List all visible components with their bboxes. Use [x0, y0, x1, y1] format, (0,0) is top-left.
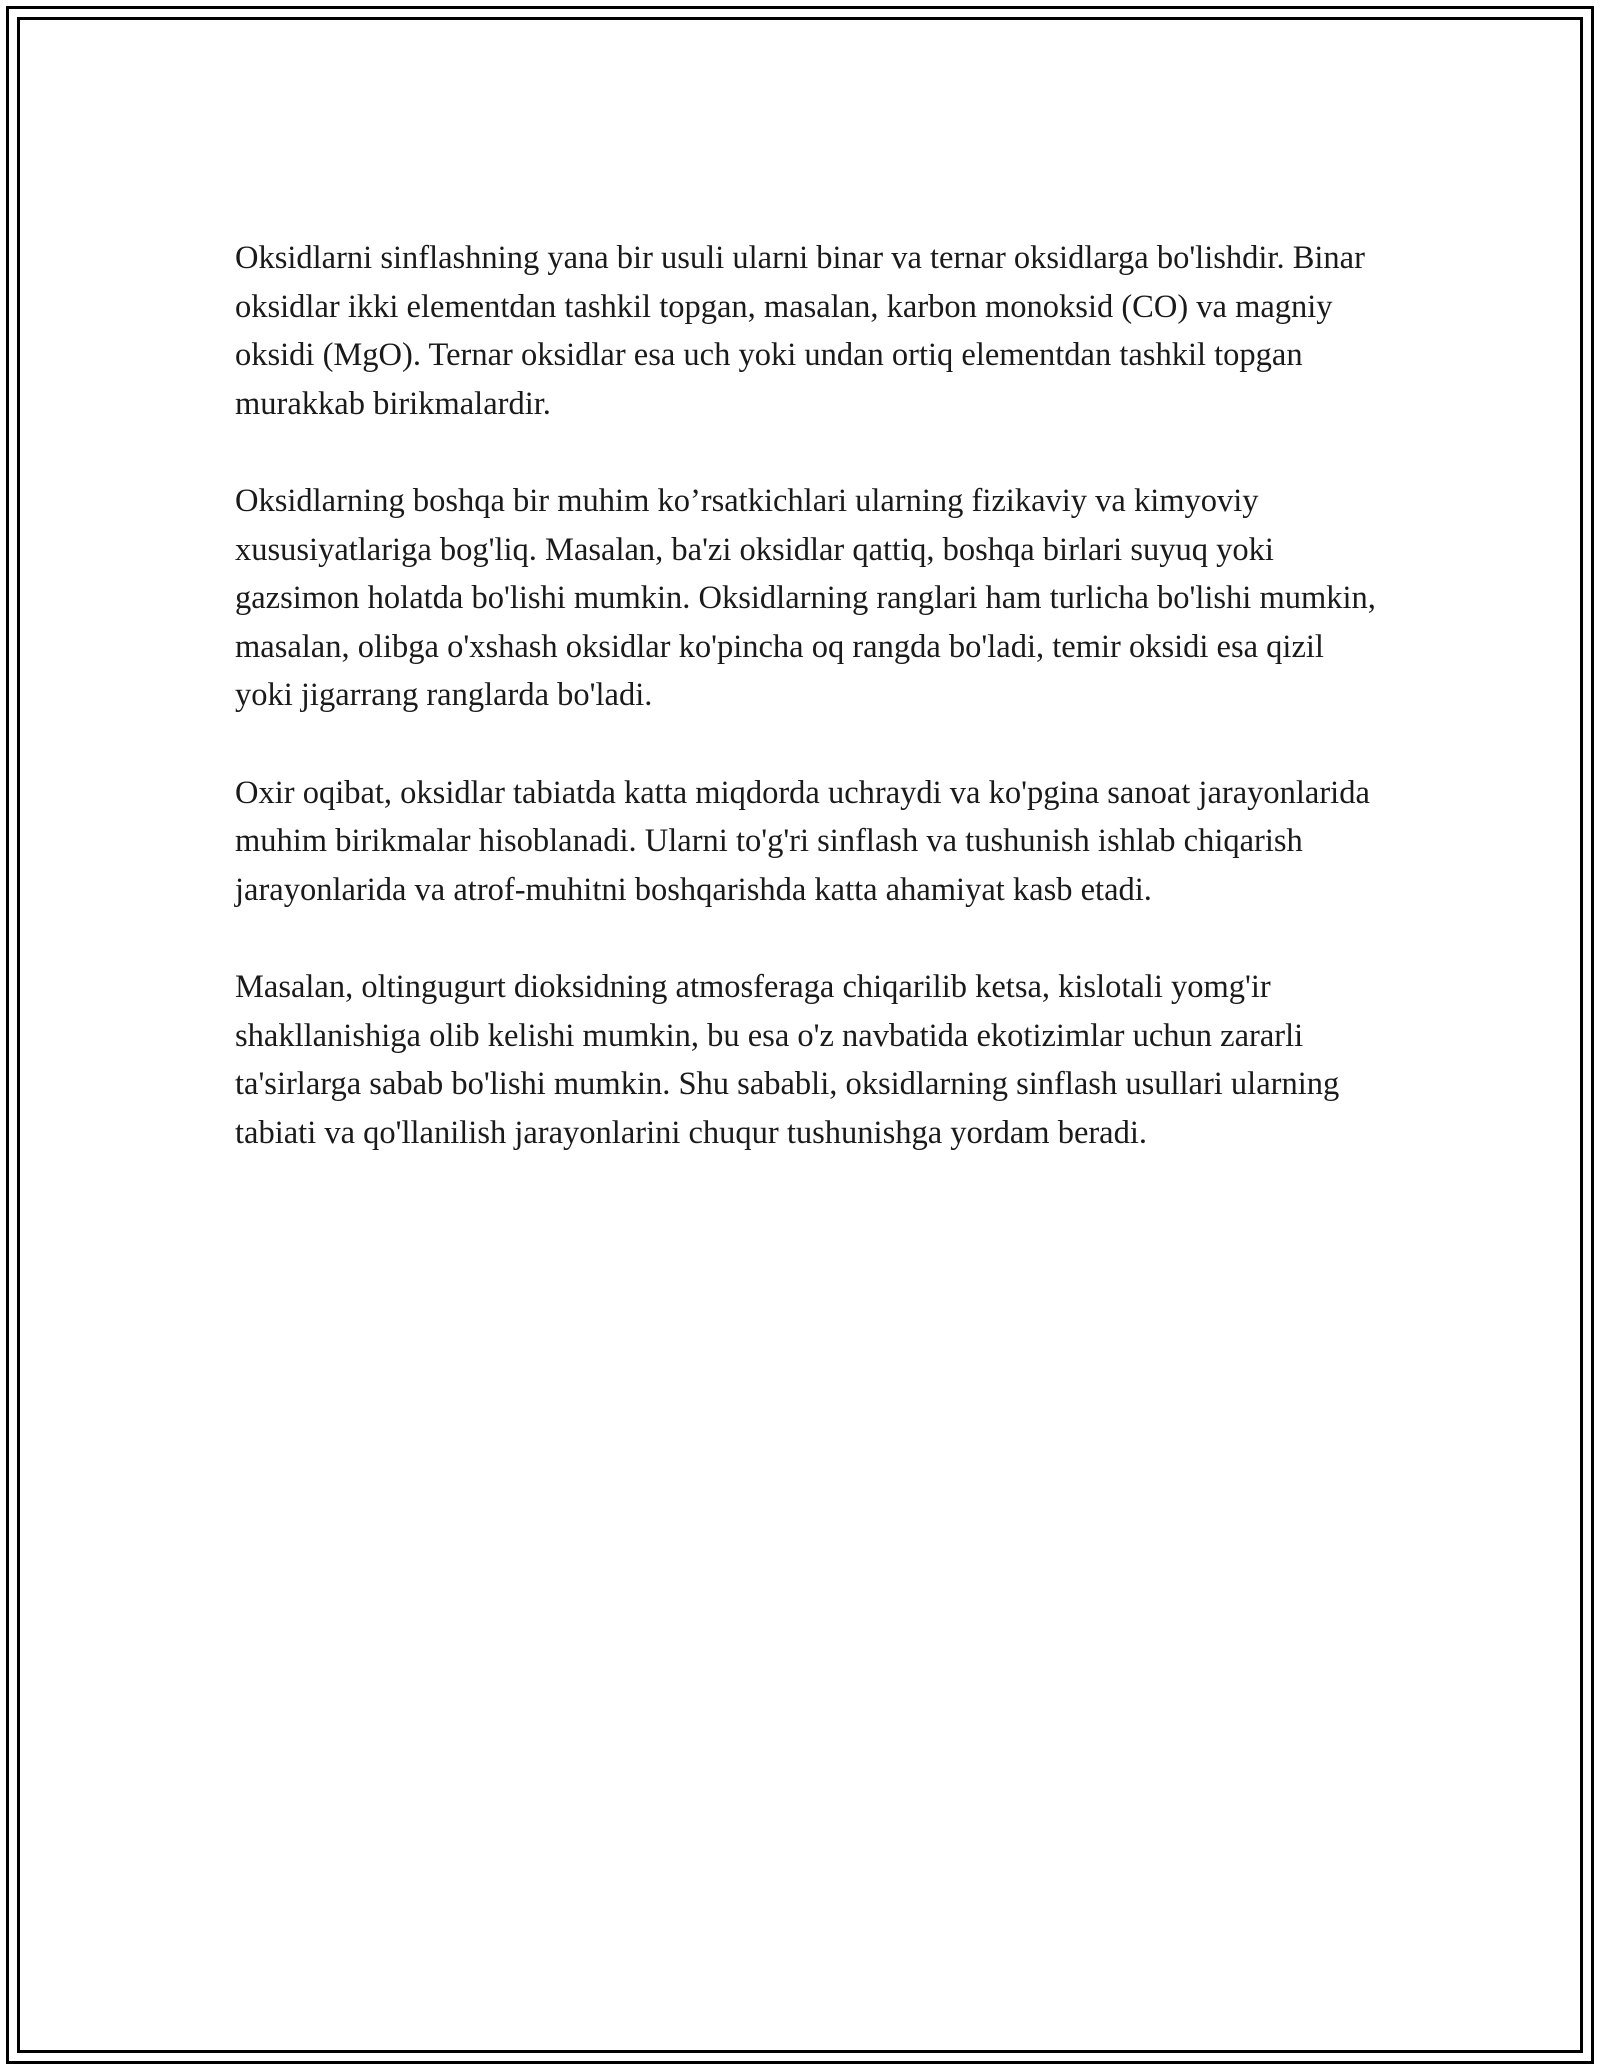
paragraph-sulfur-dioxide-example: Masalan, oltingugurt dioksidning atmosferaga chiqarilib ketsa, kislotali yomg'ir shakllanishiga olib kelishi mumkin, bu esa o'z navbatida ekotizimlar uchun zararli ta'sirlarga sabab bo'lishi mumkin. Shu sababli, oksidlarning sinflash usullari ularning tabiati va qo'llanilish jarayonlarini chuqur tushunishga yordam beradi. [235, 968, 1340, 1151]
paragraph-industrial-importance: Oxir oqibat, oksidlar tabiatda katta miqdorda uchraydi va ko'pgina sanoat jarayonlarida muhim birikmalar hisoblanadi. Ularni to'g'ri sinflash va tushunish ishlab chiqarish jarayonlarida va atrof-muhitni boshqarishda katta ahamiyat kasb etadi. [235, 774, 1370, 908]
paragraph-physical-chemical-properties: Oksidlarning boshqa bir muhim ko’rsatkichlari ularning fizikaviy va kimyoviy xususiyatlariga bog'liq. Masalan, ba'zi oksidlar qattiq, boshqa birlari suyuq yoki gazsimon holatda bo'lishi mumkin. Oksidlarning ranglari ham turlicha bo'lishi mumkin, masalan, olibga o'xshash oksidlar ko'pincha oq rangda bo'ladi, temir oksidi esa qizil yoki jigarrang ranglarda bo'ladi. [235, 482, 1376, 714]
document-body [235, 234, 1385, 1206]
paragraph-binary-ternary-oxides: Oksidlarni sinflashning yana bir usuli ularni binar va ternar oksidlarga bo'lishdir. Binar oksidlar ikki elementdan tashkil topgan, masalan, karbon monoksid (CO) va magniy oksidi (MgO). Ternar oksidlar esa uch yoki undan ortiq elementdan tashkil topgan murakkab birikmalardir. [235, 240, 1365, 422]
